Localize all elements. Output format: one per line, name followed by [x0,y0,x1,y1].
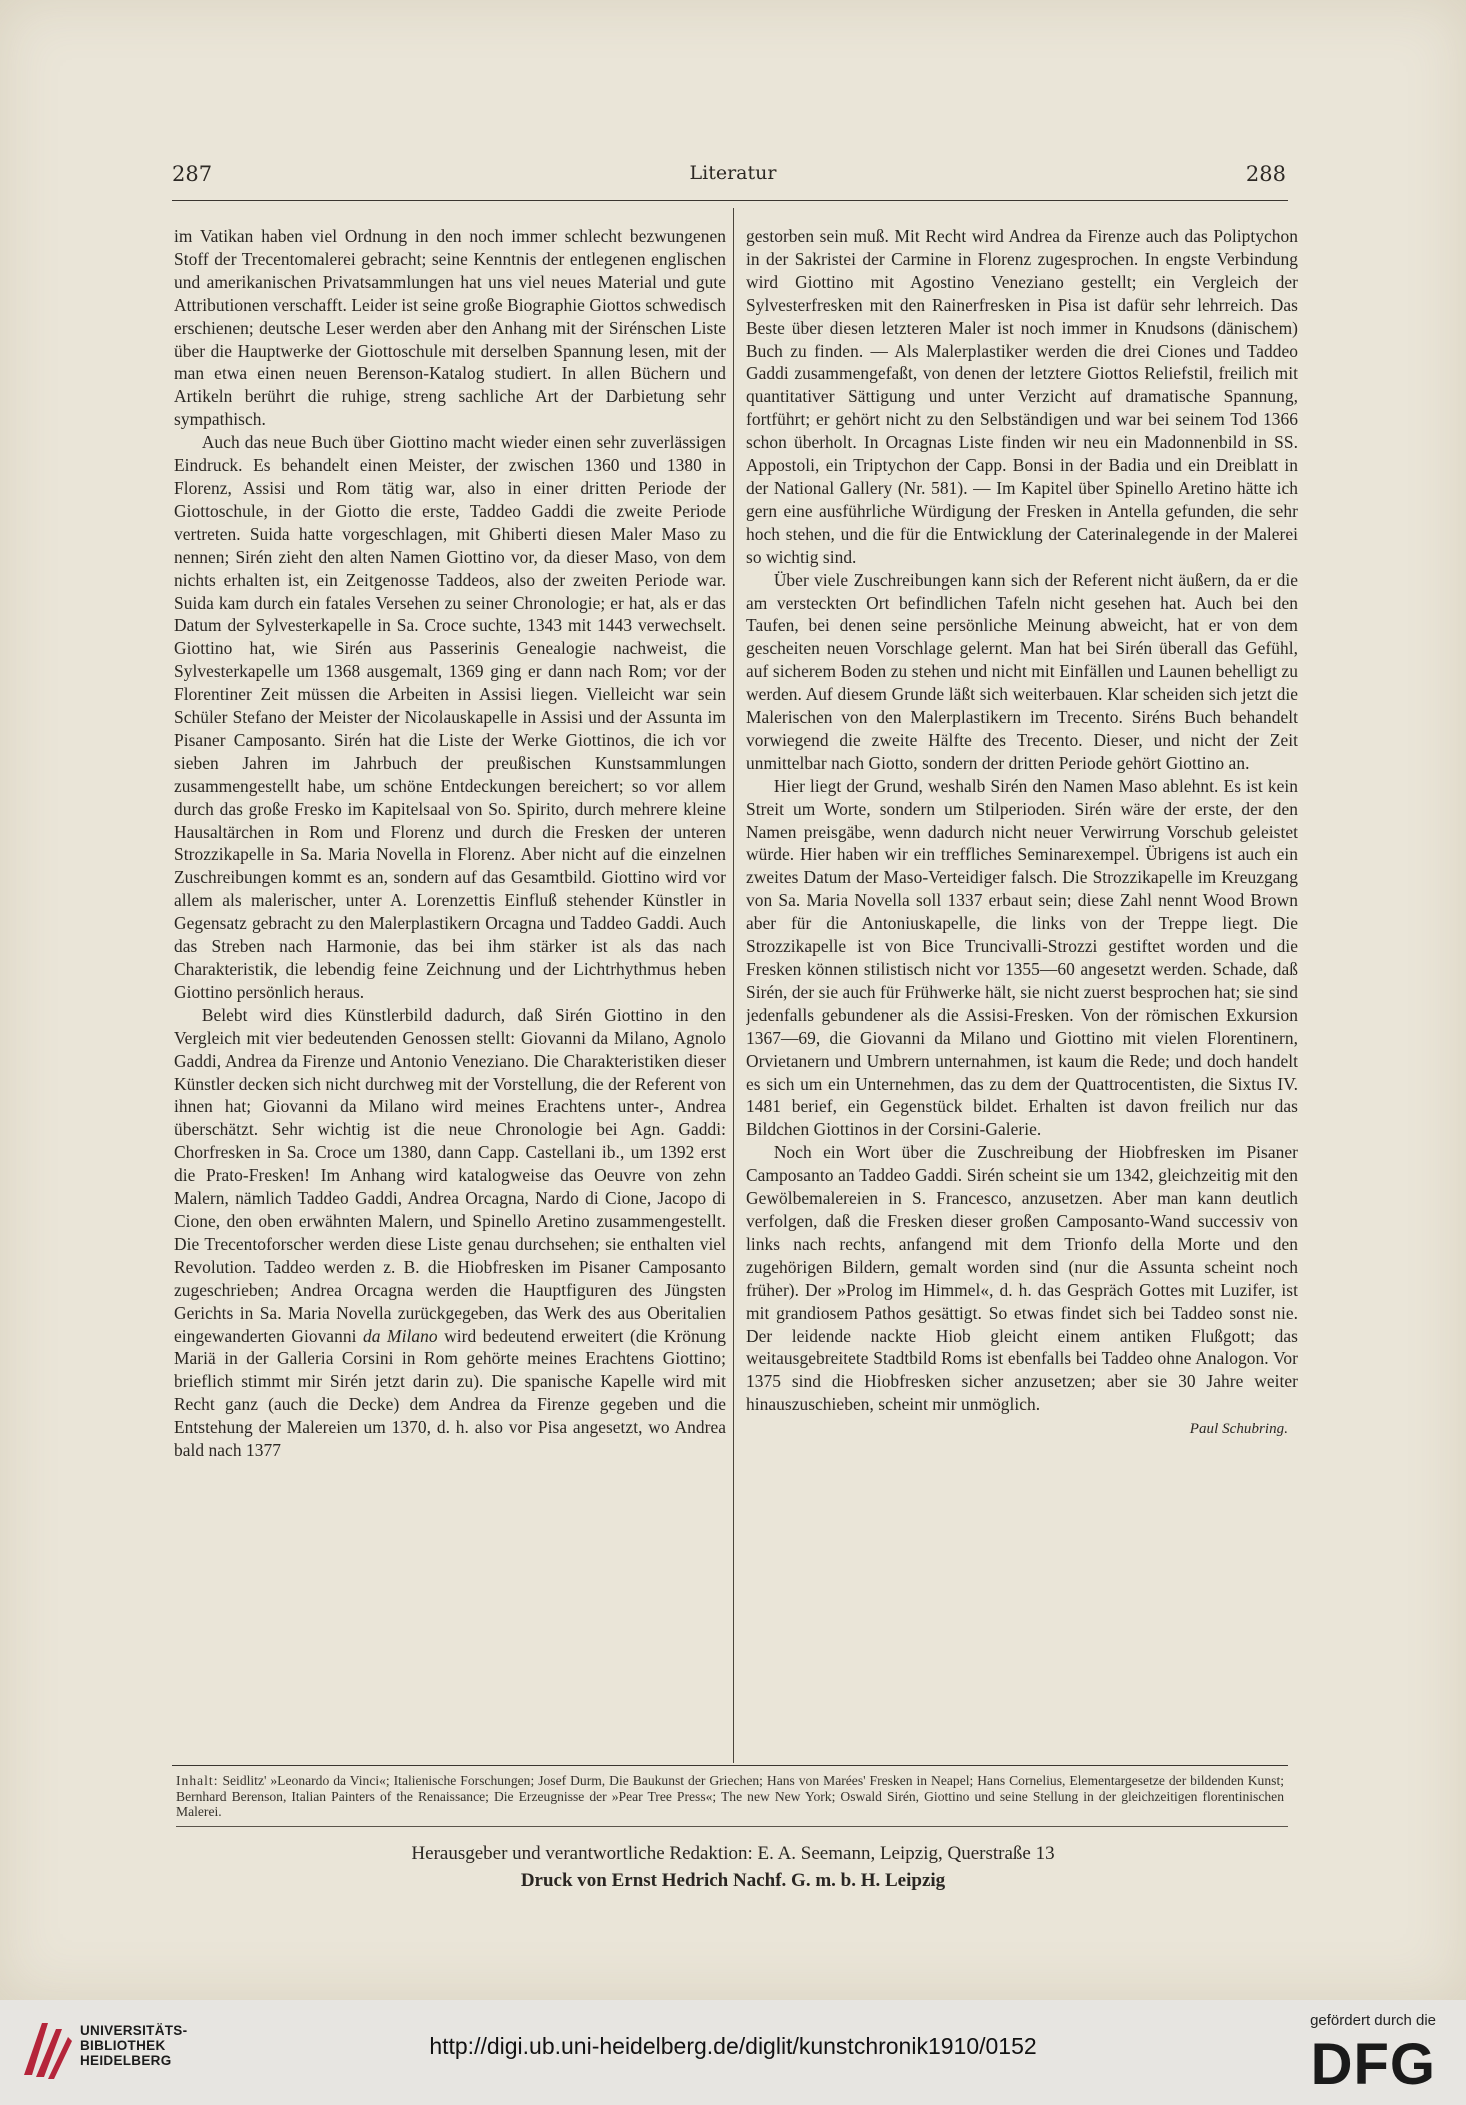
dfg-logo: DFG [1310,2032,1436,2097]
paragraph-text: wird bedeutend erweitert (die Krönung Mariä in der Galleria Corsini in Rom gehörte meines Erachtens Giottino; brieflich stimmt mir Sirén jetzt darin zu). Die spanische Kapelle wird mit Recht ganz (auch die Decke) dem Andrea da Firenze gegeben und die Entstehung der Malereien um 1370, d. h. also vor Pisa angesetzt, wo Andrea bald nach 1377 [174,1325,726,1461]
page-number-right: 288 [1245,162,1286,186]
page-number-left: 287 [172,162,213,186]
funding-caption: gefördert durch die [1310,2012,1436,2029]
footer-rule [172,1765,1288,1766]
publisher-line: Herausgeber und verantwortliche Redaktion: E. A. Seemann, Leipzig, Querstraße 13 [411,1843,1055,1864]
footer-rule-lower [176,1826,1288,1827]
italic-text: da Milano [363,1325,438,1346]
left-column [174,225,726,1760]
column-divider [733,208,734,1763]
printer-line: Druck von Ernst Hedrich Nachf. G. m. b. H. Leipzig [520,1870,946,1891]
contents-text: Seidlitz' »Leonardo da Vinci«; Italienische Forschungen; Josef Durm, Die Baukunst der Griechen; Hans von Marées' Fresken in Neapel; Hans Cornelius, Elementargesetze der bildenden Kunst; Bernhard Berenson, Italian Painters of the Renaissance; Die Erzeugnisse der »Pear Tree Press«; The new New York; Oswald Sirén, Giottino und seine Stellung in der gleichzeitigen florentinischen Malerei. [176,1773,1284,1819]
permalink[interactable]: http://digi.ub.uni-heidelberg.de/diglit/kunstchronik1910/0152 [429,2033,1037,2059]
library-name-line: HEIDELBERG [80,2053,172,2068]
table-of-contents [176,1773,1284,1820]
library-name-line: UNIVERSITÄTS- [80,2023,188,2038]
paragraph: Auch das neue Buch über Giottino macht wieder einen sehr zuverlässigen Eindruck. Es behandelt einen Meister, der zwischen 1360 und 1380 in Florenz, Assisi und Rom tätig war, also in einer dritten Periode der Giottoschule, in der Giotto die erste, Taddeo Gaddi die zweite Periode vertreten. Suida hatte vorgeschlagen, mit Ghiberti diesen Maler Maso zu nennen; Sirén zieht den alten Namen Giottino vor, da dieser Maso, von dem nichts erhalten ist, ein Zeitgenosse Taddeos, also der zweiten Periode war. Suida kam durch ein fatales Versehen zu seiner Chronologie; er hat, als er das Datum der Sylvesterkapelle in Sa. Croce suchte, 1343 mit 1443 verwechselt. Giottino hat, wie Sirén aus Passerinis Genealogie nachweist, die Sylvesterkapelle um 1368 ausgemalt, 1369 ging er dann nach Rom; vor der Florentiner Zeit müssen die Arbeiten in Assisi liegen. Vielleicht war sein Schüler Stefano der Meister der Nicolauskapelle in Assisi und der Assunta im Pisaner Camposanto. Sirén hat die Liste der Werke Giottinos, die ich vor sieben Jahren im Jahrbuch der preußischen Kunstsammlungen zusammengestellt habe, um schöne Entdeckungen bereichert; so vor allem durch das große Fresko im Kapitelsaal von So. Spirito, durch mehrere kleine Hausaltärchen in Rom und Florenz und durch die Fresken der unteren Strozzikapelle in Sa. Maria Novella in Florenz. Aber nicht auf die einzelnen Zuschreibungen kommt es an, sondern auf das Gesamtbild. Giottino wird vor allem als malerischer, unter A. Lorenzettis Einfluß stehender Künstler in Gegensatz gebracht zu den Malerplastikern Orcagna und Taddeo Gaddi. Auch das Streben nach Harmonie, das bei ihm stärker ist als das nach Charakteristik, die lebendig feine Zeichnung und der Lichtrhythmus heben Giottino persönlich heraus. [174,432,726,1002]
running-title: Literatur [689,162,777,184]
header-rule [172,200,1288,201]
paragraph: im Vatikan haben viel Ordnung in den noch immer schlecht bezwungenen Stoff der Trecentomalerei gebracht; seine Kenntnis der entlegenen englischen und amerikanischen Privatsammlungen hat uns viel neues Material und gute Attributionen verschafft. Leider ist seine große Biographie Giottos schwedisch erschienen; deutsche Leser werden aber den Anhang mit der Sirénschen Liste über die Hauptwerke der Giottoschule mit derselben Spannung lesen, mit der man etwa einen neuen Berenson-Katalog studiert. In allen Büchern und Artikeln berührt die ruhige, streng sachliche Art der Darbietung sehr sympathisch. [174,226,726,430]
paragraph: Hier liegt der Grund, weshalb Sirén den Namen Maso ablehnt. Es ist kein Streit um Worte, sondern um Stilperioden. Sirén wäre der erste, der den Namen preisgäbe, wenn dadurch nicht neuer Verwirrung Vorschub geleistet würde. Hier haben wir ein treffliches Seminarexempel. Übrigens ist auch ein zweites Datum der Maso-Verteidiger falsch. Die Strozzikapelle im Kreuzgang von Sa. Maria Novella soll 1337 erbaut sein; diese Zahl nennt Wood Brown aber für die Antoniuskapelle, die links von der Treppe liegt. Die Strozzikapelle ist von Bice Truncivalli-Strozzi gestiftet worden und die Fresken können stilistisch nicht vor 1355—60 angesetzt werden. Schade, daß Sirén, der sie auch für Frühwerke hält, sie nicht zuerst besprochen hat; sie sind jedenfalls gebundener als die Assisi-Fresken. Von der römischen Exkursion 1367—69, die Giovanni da Milano und Giottino mit vielen Florentinern, Orvietanern und Umbrern unternahmen, ist kaum die Rede; und doch handelt es sich um ein Unternehmen, das zu dem der Quattrocentisten, die Sixtus IV. 1481 berief, ein Gegenstück bildet. Erhalten ist davon freilich nur das Bildchen Giottinos in der Corsini-Galerie. [746,775,1298,1140]
paragraph: Noch ein Wort über die Zuschreibung der Hiobfresken im Pisaner Camposanto an Taddeo Gaddi. Sirén scheint sie um 1342, gleichzeitig mit den Gewölbemalereien in S. Francesco, anzusetzen. Aber man kann deutlich verfolgen, daß die Fresken dieser großen Camposanto-Wand successiv von links nach rechts, anfangend mit dem Trionfo della Morte und den zugehörigen Bildern, gemalt worden sind (nur die Assunta scheint noch früher). Der »Prolog im Himmel«, d. h. das Gespräch Gottes mit Luzifer, ist mit grandiosem Pathos gesättigt. So etwas findet sich bei Taddeo sonst nie. Der leidende nackte Hiob gleicht einem antiken Flußgott; das weitausgebreitete Stadtbild Roms ist ebenfalls bei Taddeo ohne Analogon. Vor 1375 sind die Hiobfresken sicher anzusetzen; aber sie 30 Jahre weiter hinauszuschieben, scheint mir unmöglich. [746,1142,1298,1415]
paragraph [174,1004,726,1462]
right-column [746,225,1298,1760]
paragraph-text: Belebt wird dies Künstlerbild dadurch, daß Sirén Giottino in den Vergleich mit vier bedeutenden Genossen stellt: Giovanni da Milano, Agnolo Gaddi, Andrea da Firenze und Antonio Veneziano. Die Charakteristiken dieser Künstler decken sich nicht durchweg mit der Vorstellung, die der Referent von ihnen hat; Giovanni da Milano wird meines Erachtens unter-, Andrea überschätzt. Sehr wichtig ist die neue Chronologie bei Agn. Gaddi: Chorfresken in Sa. Croce um 1380, dann Capp. Castellani ib., um 1392 erst die Prato-Fresken! Im Anhang wird katalogweise das Oeuvre von zehn Malern, nämlich Taddeo Gaddi, Andrea Orcagna, Nardo di Cione, Jacopo di Cione, den oben erwähnten Malern, und Spinello Aretino zusammengestellt. Die Trecentoforscher werden diese Liste genau durchsehen; sie enthalten viel Revolution. Taddeo werden z. B. die Hiobfresken im Pisaner Camposanto zugeschrieben; Andrea Orcagna werden die Hauptfiguren des Jüngsten Gerichts in Sa. Maria Novella zurückgegeben, das Werk des aus Oberitalien eingewanderten Giovanni [174,1004,726,1346]
contents-label: Inhalt: [176,1773,219,1788]
paragraph: Über viele Zuschreibungen kann sich der Referent nicht äußern, da er die am versteckten Ort befindlichen Tafeln nicht gesehen hat. Auch bei den Taufen, bei denen seine persönliche Meinung abweicht, hat er von dem gescheiten neuen Vorschlage gelernt. Man hat bei Sirén überall das Gefühl, auf sicherem Boden zu stehen und nicht mit Einfällen und Launen behelligt zu werden. Auf diesem Grunde läßt sich weiterbauen. Klar scheiden sich jetzt die Malerischen von den Malerplastikern im Trecento. Siréns Buch behandelt vorwiegend die zweite Hälfte des Trecento. Dieser, und nicht der Zeit unmittelbar nach Giotto, sondern der dritten Periode gehört Giottino an. [746,569,1298,773]
author-signature: Paul Schubring. [1189,1421,1288,1438]
library-name-line: BIBLIOTHEK [80,2038,166,2053]
paragraph: gestorben sein muß. Mit Recht wird Andrea da Firenze auch das Poliptychon in der Sakristei der Carmine in Florenz zugesprochen. In engste Verbindung wird Giottino mit Agostino Veneziano gestellt; ein Vergleich der Sylvesterfresken mit den Rainerfresken in Pisa ist dafür sehr lehrreich. Das Beste über diesen letzteren Maler ist noch immer in Knudsons (dänischem) Buch zu finden. — Als Malerplastiker werden die drei Ciones und Taddeo Gaddi zusammengefaßt, von denen der letztere Giottos Reliefstil, freilich mit quantitativer Sättigung und unter Verzicht auf dramatische Spannung, fortführt; er gehört nicht zu den Selbständigen und war bei seinem Tod 1366 schon überholt. In Orcagnas Liste finden wir neu ein Madonnenbild in SS. Appostoli, ein Triptychon der Capp. Bonsi in der Badia und ein Dreiblatt in der National Gallery (Nr. 581). — Im Kapitel über Spinello Aretino hätte ich gern eine ausführliche Würdigung der Fresken in Antella gefunden, die sehr hoch stehen, und die für die Entwicklung der Caterinalegende in der Malerei so wichtig sind. [746,226,1298,567]
